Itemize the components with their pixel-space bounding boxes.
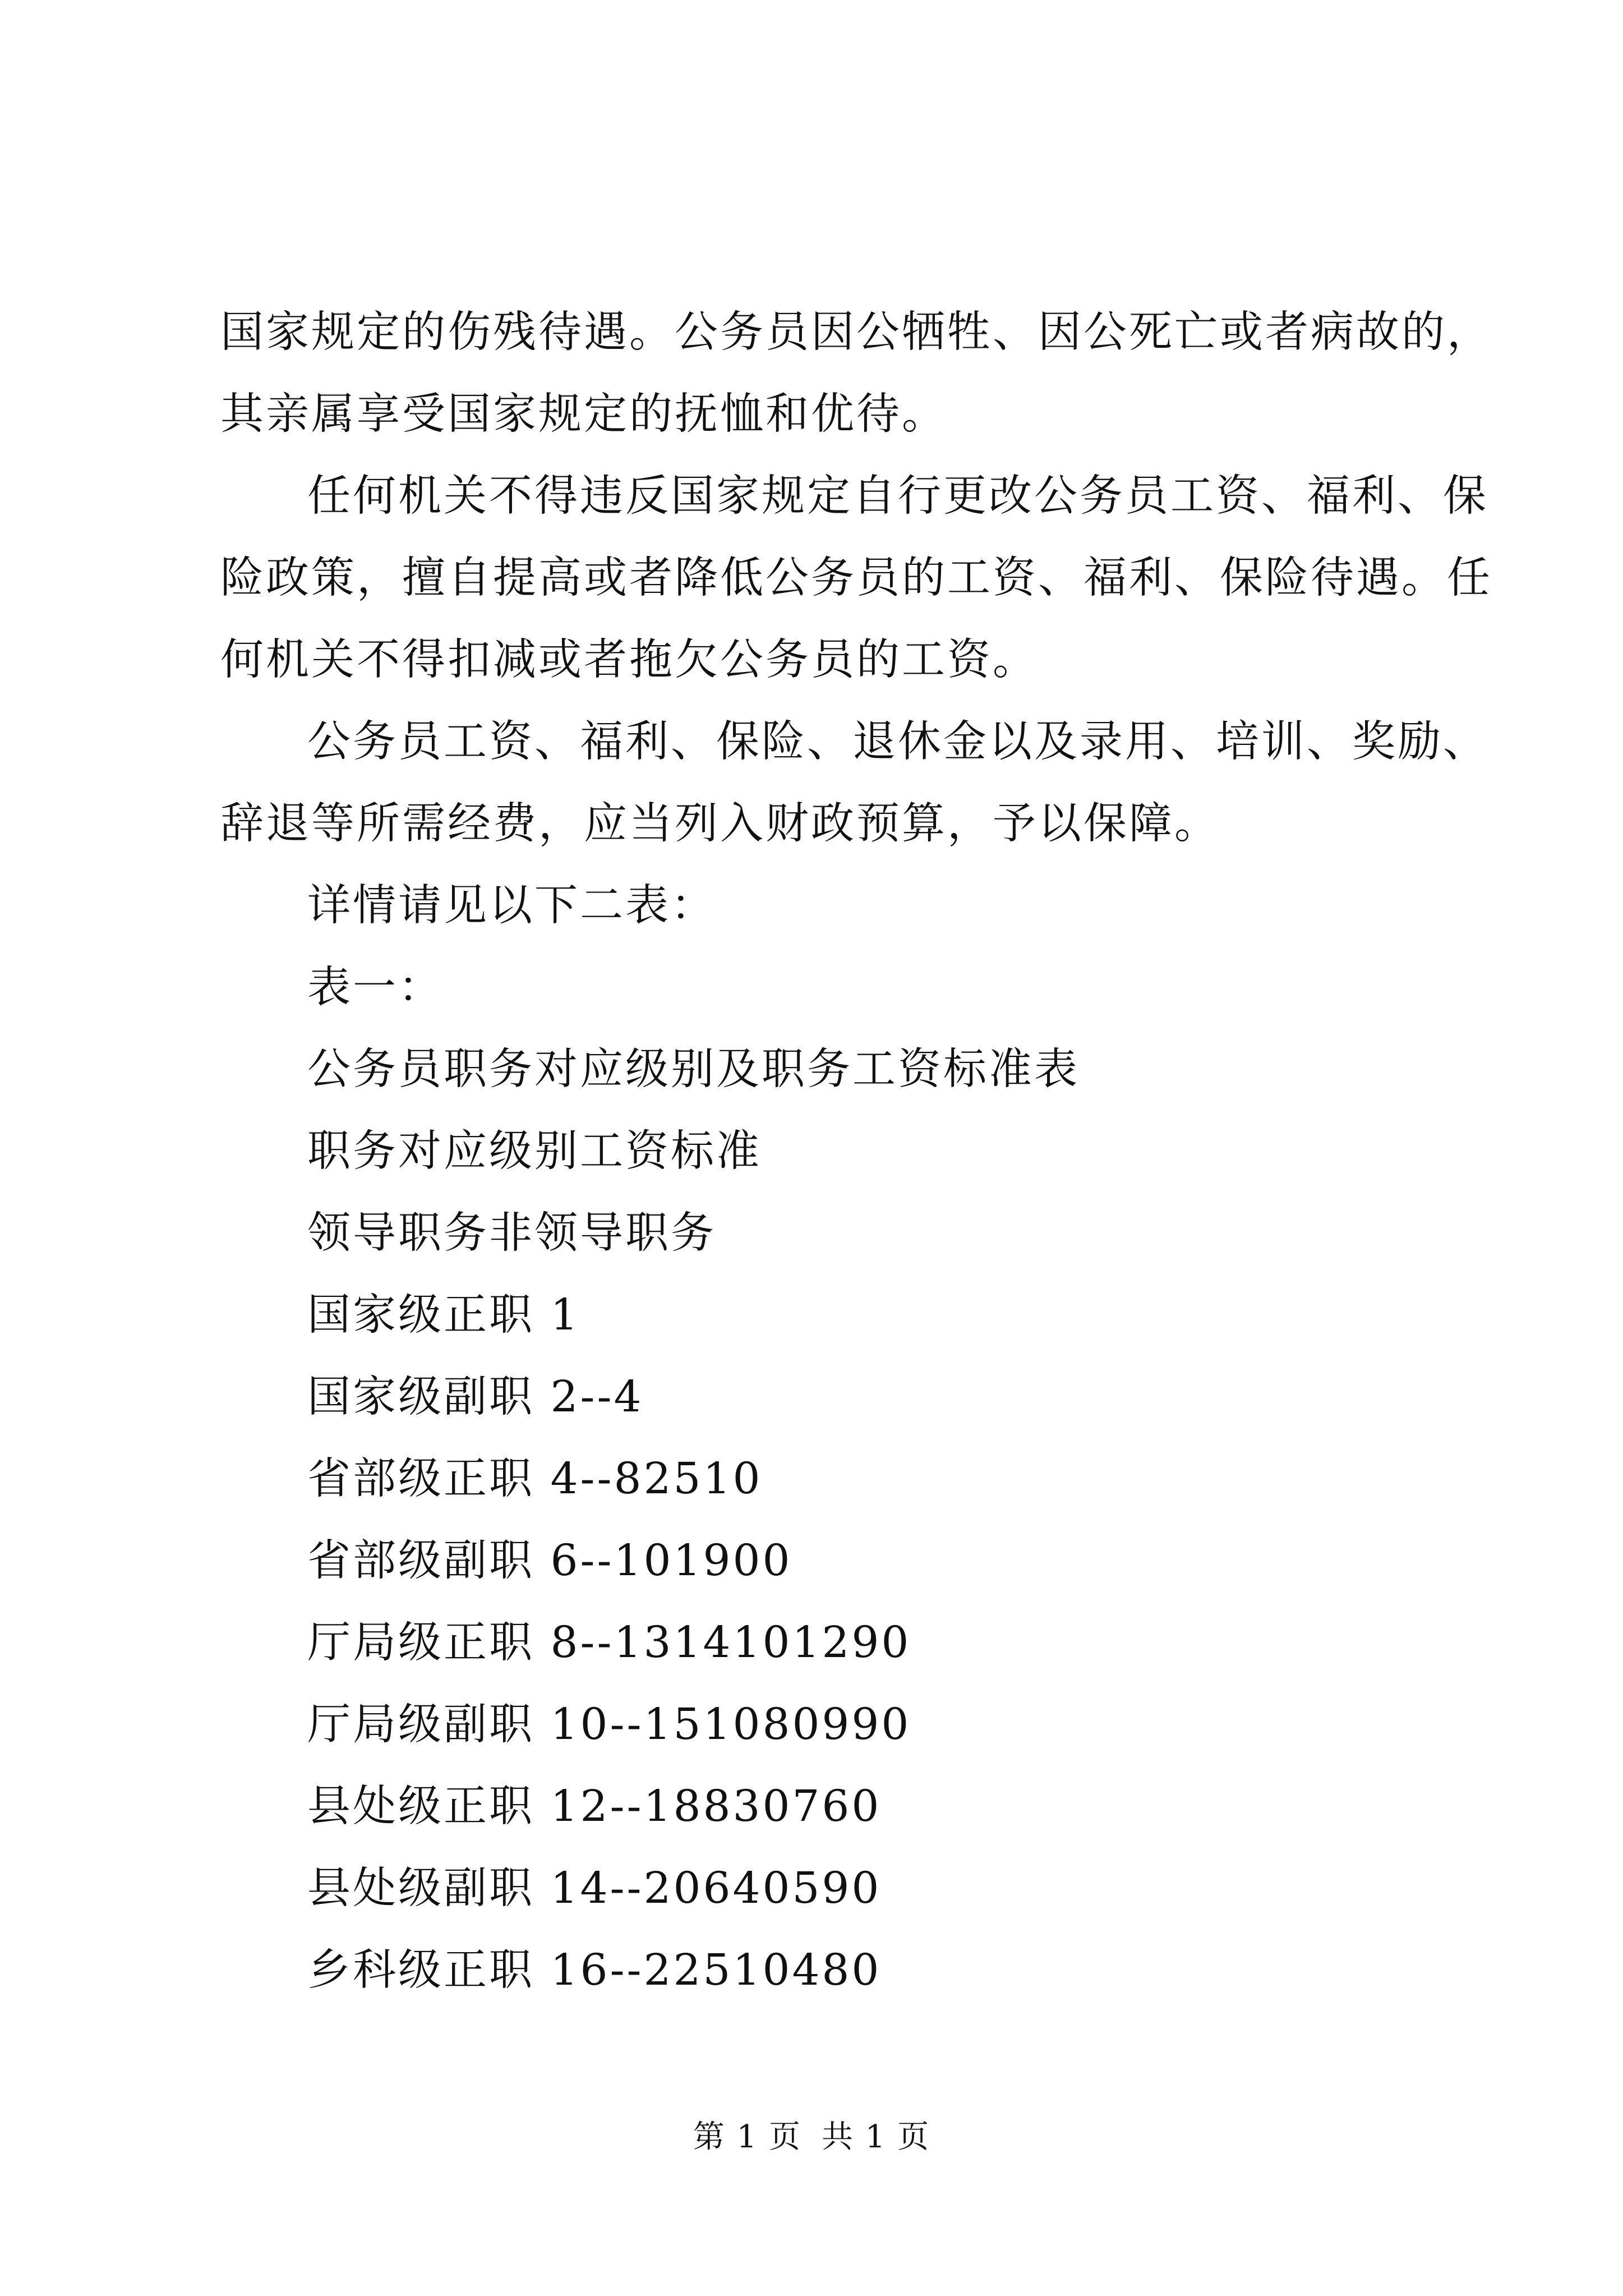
page-footer	[0, 2118, 1623, 2157]
table-row: 县处级副职 14--20640590	[307, 1864, 882, 1913]
text-line: 何机关不得扣减或者拖欠公务员的工资。	[220, 635, 1038, 685]
table-row: 厅局级正职 8--1314101290	[307, 1618, 911, 1668]
page-number: 第 1 页	[693, 2119, 801, 2155]
table-row: 厅局级副职 10--151080990	[307, 1700, 911, 1750]
table-row: 国家级正职 1	[307, 1290, 580, 1340]
text-line: 表一：	[307, 963, 444, 1013]
table-row: 省部级副职 6--101900	[307, 1536, 792, 1586]
table-header: 职务对应级别工资标准	[307, 1126, 762, 1176]
text-line: 国家规定的伤残待遇。公务员因公牺牲、因公死亡或者病故的，	[220, 307, 1492, 357]
text-line: 险政策，擅自提高或者降低公务员的工资、福利、保险待遇。任	[220, 553, 1492, 603]
document-body	[220, 292, 1492, 2012]
table-row: 省部级正职 4--82510	[307, 1454, 763, 1504]
text-line: 公务员工资、福利、保险、退休金以及录用、培训、奖励、	[307, 717, 1488, 767]
text-line: 详情请见以下二表：	[307, 881, 716, 931]
table-header: 领导职务非领导职务	[307, 1208, 716, 1258]
table-title: 公务员职务对应级别及职务工资标准表	[307, 1045, 1080, 1094]
text-line: 其亲属享受国家规定的抚恤和优待。	[220, 389, 947, 439]
table-row: 国家级副职 2--4	[307, 1372, 644, 1422]
text-line: 辞退等所需经费，应当列入财政预算，予以保障。	[220, 799, 1220, 849]
table-row: 乡科级正职 16--22510480	[307, 1945, 882, 1995]
text-line: 任何机关不得违反国家规定自行更改公务员工资、福利、保	[307, 471, 1488, 521]
page-total: 共 1 页	[822, 2119, 930, 2155]
table-row: 县处级正职 12--18830760	[307, 1782, 882, 1832]
